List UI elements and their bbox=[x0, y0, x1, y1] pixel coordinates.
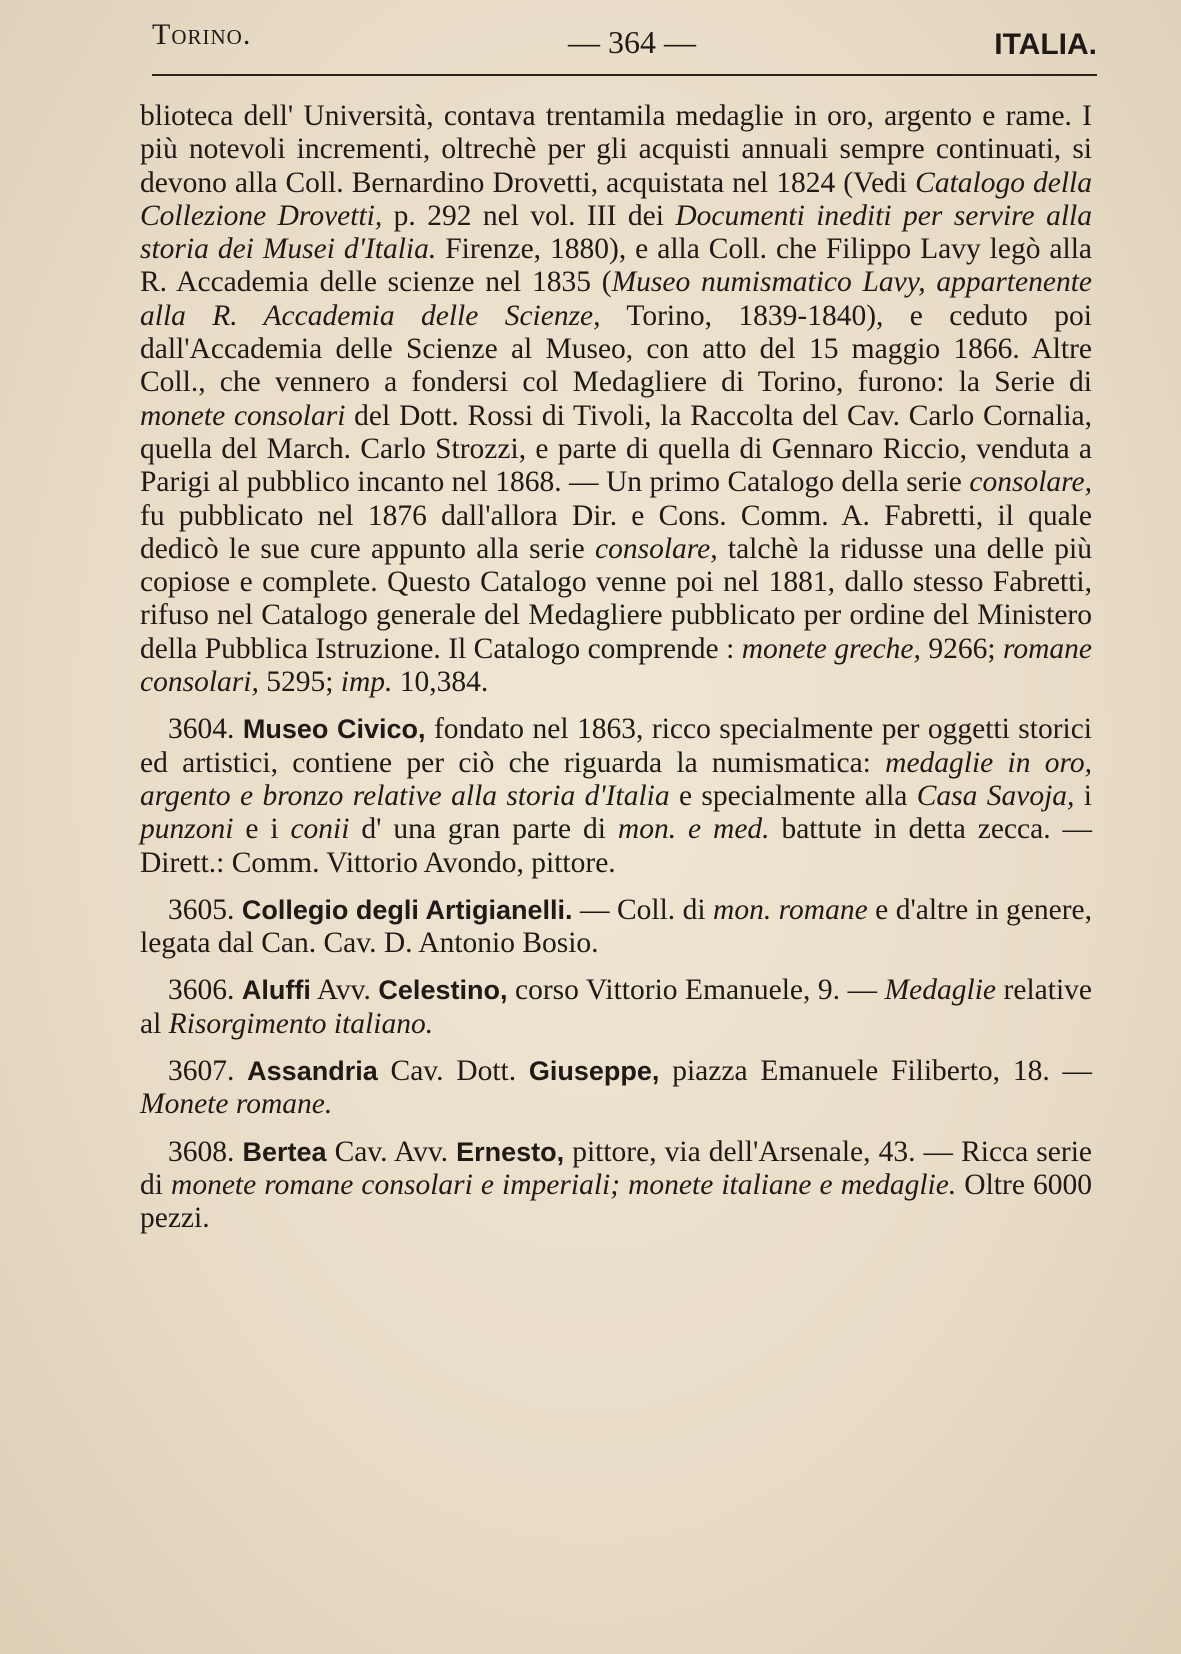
header-country: ITALIA. bbox=[994, 28, 1097, 61]
entry-given-name: Celestino, bbox=[378, 975, 508, 1006]
entry-3606 bbox=[140, 974, 1092, 1041]
entry-italic: Risorgimento italiano. bbox=[168, 1007, 434, 1040]
entry-italic: mon. romane bbox=[713, 893, 868, 926]
intro-italic-6: consolare, bbox=[595, 532, 718, 565]
intro-text-2: p. 292 nel vol. III dei bbox=[382, 199, 676, 232]
intro-text-9: 5295; bbox=[258, 666, 341, 699]
entry-3604 bbox=[140, 713, 1092, 879]
intro-italic-2: Documenti inediti per servire alla storia dei Musei d'Italia. bbox=[140, 199, 1092, 266]
entry-3607 bbox=[140, 1055, 1092, 1122]
body-text bbox=[140, 100, 1092, 1236]
entry-text: relative al bbox=[140, 974, 1092, 1040]
intro-text-10: 10,384. bbox=[392, 666, 489, 699]
entry-text: battute in detta zecca. — Dirett.: Comm. Vittorio Avondo, pittore. bbox=[140, 813, 1092, 879]
intro-text-6: fu pubblicato nel 1876 dall'allora Dir. e Cons. Comm. A. Fabretti, il quale dedicò le sue cure appunto alla serie bbox=[140, 499, 1092, 565]
running-header bbox=[152, 14, 1097, 74]
intro-italic-4: monete consolari bbox=[140, 399, 346, 432]
entry-italic: punzoni bbox=[140, 813, 234, 846]
intro-text-4: Torino, 1839-1840), e ceduto poi dall'Accademia delle Scienze al Museo, con atto del 15 maggio 1866. Altre Coll., che vennero a fondersi col Medagliere di Torino, furono: la Serie di bbox=[140, 299, 1092, 399]
intro-italic-5: consolare, bbox=[969, 466, 1092, 499]
entry-text: Oltre 6000 pezzi. bbox=[140, 1168, 1092, 1235]
entry-name: Collegio degli Artigianelli. bbox=[241, 894, 573, 925]
intro-paragraph bbox=[140, 100, 1092, 699]
entry-text: e i bbox=[233, 813, 291, 846]
entry-surname: Bertea bbox=[242, 1136, 327, 1167]
entry-number: 3605. bbox=[168, 893, 242, 926]
entry-italic: conii bbox=[290, 813, 350, 846]
entry-given-name: Ernesto, bbox=[456, 1136, 565, 1167]
entry-3605 bbox=[140, 894, 1092, 961]
entry-text: piazza Emanuele Filiberto, 18. — bbox=[659, 1055, 1092, 1088]
entry-text: — Coll. di bbox=[572, 893, 714, 926]
entry-name: Museo Civico, bbox=[242, 714, 426, 745]
intro-italic-7: monete greche, bbox=[741, 632, 921, 665]
entry-surname: Aluffi bbox=[241, 975, 311, 1006]
entry-text: corso Vittorio Emanuele, 9. — bbox=[507, 974, 885, 1007]
intro-text-8: 9266; bbox=[920, 632, 1003, 665]
intro-text-5: del Dott. Rossi di Tivoli, la Raccolta del Cav. Carlo Cornalia, quella del March. Carlo Strozzi, e parte di quella di Gennaro Riccio, venduta a Parigi al pubblico incanto nel 1868. — Un primo Catalogo della serie bbox=[140, 399, 1092, 499]
entry-italic: Medaglie bbox=[884, 974, 997, 1007]
entry-italic: medaglie in oro, argento e bronzo relative alla storia d'Italia bbox=[140, 746, 1093, 812]
entry-text: fondato nel 1863, ricco specialmente per oggetti storici ed artistici, contiene per ciò che riguarda la numismatica: bbox=[140, 713, 1092, 779]
entry-text: d' una gran parte di bbox=[349, 813, 618, 846]
intro-italic-8: romane consolari, bbox=[140, 632, 1093, 699]
entry-number: 3607. bbox=[168, 1055, 248, 1088]
header-rule bbox=[152, 74, 1097, 76]
entry-text: Cav. Avv. bbox=[326, 1135, 457, 1168]
intro-italic-3: Museo numismatico Lavy, appartenente alla R. Accademia delle Scienze, bbox=[140, 266, 1092, 332]
intro-italic-9: imp. bbox=[340, 666, 393, 699]
entry-3608 bbox=[140, 1136, 1092, 1236]
header-city: Torino. bbox=[152, 18, 252, 51]
page-number: — 364 — bbox=[568, 24, 696, 60]
intro-text-7: talchè la ridusse una delle più copiose e complete. Questo Catalogo venne poi nel 1881, dallo stesso Fabretti, rifuso nel Catalogo generale del Medagliere pubblicato per ordine del Ministero della Pubblica Istruzione. Il Catalogo comprende : bbox=[140, 532, 1092, 665]
entry-text: pittore, via dell'Arsenale, 43. — Ricca serie di bbox=[140, 1135, 1092, 1201]
entry-text: e specialmente alla bbox=[669, 779, 917, 812]
entry-number: 3606. bbox=[168, 974, 242, 1007]
entry-italic: Casa Savoja, bbox=[916, 779, 1075, 812]
entry-text: i bbox=[1074, 779, 1093, 812]
entry-text: Avv. bbox=[310, 974, 379, 1007]
intro-text-1: blioteca dell' Università, contava trentamila medaglie in oro, argento e rame. I più notevoli incrementi, oltrechè per gli acquisti annuali sempre continuati, si devono alla Coll. Bernardino Drovetti, acquistata nel 1824 (Vedi bbox=[140, 100, 1092, 199]
entry-italic: Monete romane. bbox=[140, 1088, 333, 1121]
entry-text: Cav. Dott. bbox=[377, 1055, 529, 1088]
entry-italic: mon. e med. bbox=[617, 813, 770, 846]
entry-surname: Assandria bbox=[247, 1056, 378, 1087]
entry-given-name: Giuseppe, bbox=[528, 1056, 660, 1087]
entry-italic: monete romane consolari e imperiali; monete italiane e medaglie. bbox=[171, 1168, 957, 1201]
intro-text-3: Firenze, 1880), e alla Coll. che Filippo Lavy legò alla R. Accademia delle scienze nel 1835 ( bbox=[140, 233, 1092, 299]
entry-number: 3608. bbox=[168, 1135, 243, 1168]
intro-italic-1: Catalogo della Collezione Drovetti, bbox=[140, 166, 1092, 232]
entry-number: 3604. bbox=[168, 713, 243, 746]
entry-text: e d'altre in genere, legata dal Can. Cav. D. Antonio Bosio. bbox=[140, 893, 1093, 960]
